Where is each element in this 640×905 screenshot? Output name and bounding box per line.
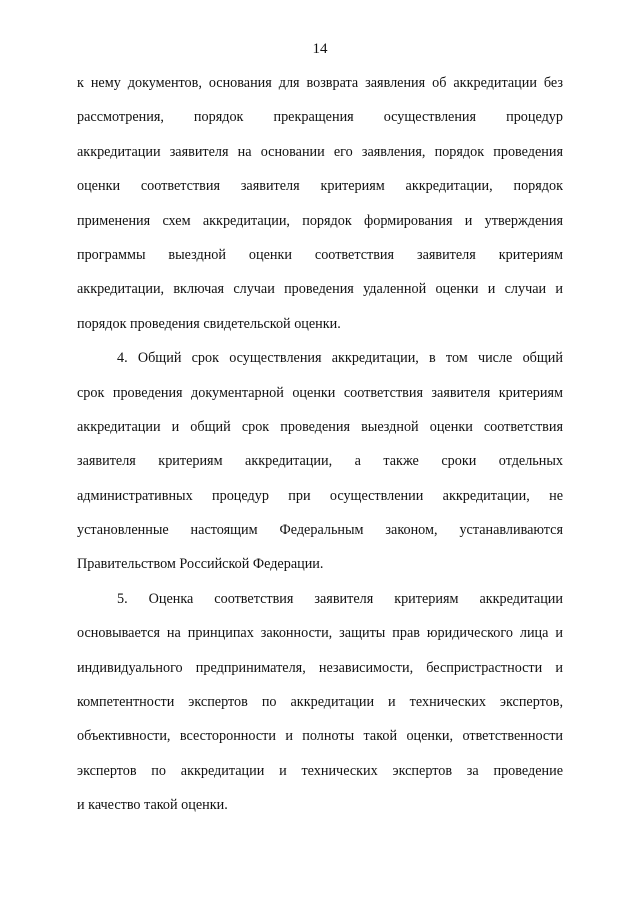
paragraph-item-4 [77,341,563,582]
text-line: к нему документов, основания для возврата заявления об аккредитации без [77,75,563,91]
text-line: оценки соответствия заявителя критериям аккредитации, порядок [77,178,563,195]
text-line: аккредитации заявителя на основании его заявления, порядок проведения [77,143,563,160]
text-line: аккредитации, включая случаи проведения удаленной оценки и случаи и [77,281,563,298]
text-line: объективности, всесторонности и полноты такой оценки, ответственности [77,728,563,745]
text-line: применения схем аккредитации, порядок формирования и утверждения [77,212,563,229]
document-body [77,66,563,823]
text-line: 4. Общий срок осуществления аккредитации, в том числе общий [117,350,563,367]
text-line: компетентности экспертов по аккредитации и технических экспертов, [77,694,563,711]
paragraph-item-5 [77,582,563,823]
text-line: программы выездной оценки соответствия заявителя критериям [77,246,563,263]
text-line: и качество такой оценки. [77,797,228,814]
text-line: порядок проведения свидетельской оценки. [77,315,341,332]
page-number: 14 [312,41,328,57]
text-line: заявителя критериям аккредитации, а также сроки отдельных [77,453,563,470]
paragraph-continuation [77,66,563,341]
text-line: срок проведения документарной оценки соответствия заявителя критериям [77,384,563,401]
text-line: 5. Оценка соответствия заявителя критериям аккредитации [117,590,563,607]
text-line: экспертов по аккредитации и технических экспертов за проведение [77,762,563,779]
text-line: основывается на принципах законности, защиты прав юридического лица и [77,625,563,642]
text-line: Правительством Российской Федерации. [77,556,324,573]
text-line: индивидуального предпринимателя, независимости, беспристрастности и [77,659,563,676]
text-line: рассмотрения, порядок прекращения осуществления процедур [77,109,563,126]
text-line: установленные настоящим Федеральным законом, устанавливаются [77,522,563,539]
text-line: административных процедур при осуществлении аккредитации, не [77,487,563,504]
text-line: аккредитации и общий срок проведения выездной оценки соответствия [77,418,563,435]
